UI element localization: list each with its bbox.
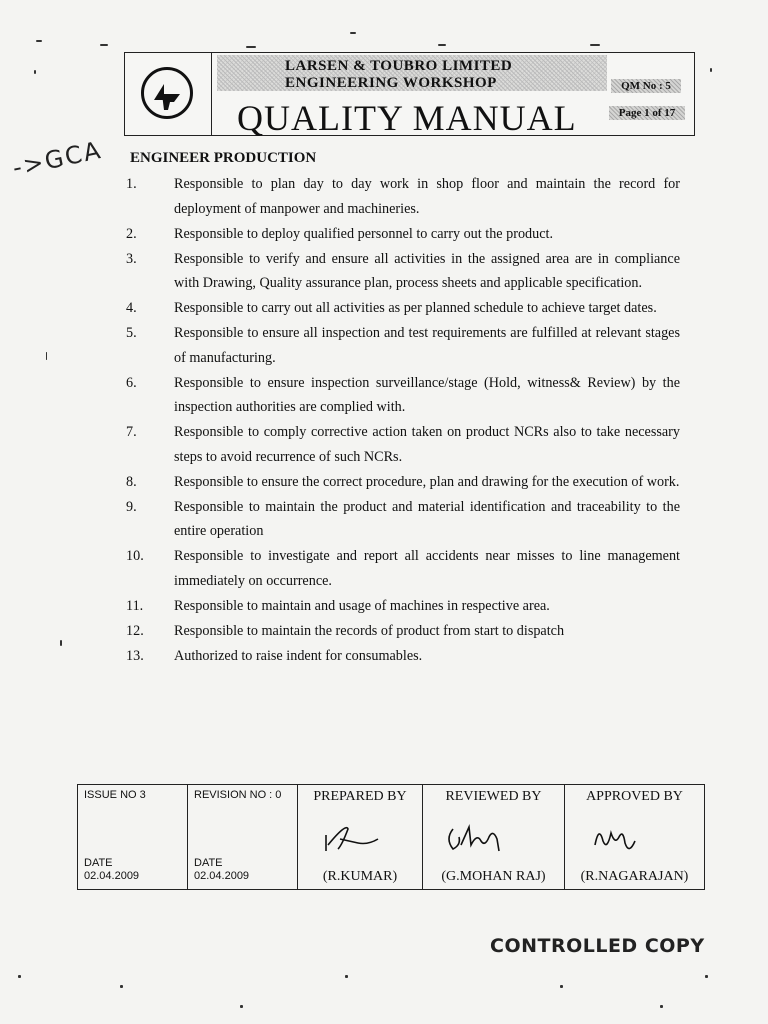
qm-number: QM No : 5 bbox=[611, 79, 681, 93]
item-number: 10. bbox=[126, 548, 144, 564]
item-number: 1. bbox=[126, 176, 137, 192]
list-item bbox=[120, 470, 680, 495]
item-text: Responsible to investigate and report all accidents near misses to line management immediately on occurrence. bbox=[174, 548, 680, 589]
item-text: Responsible to carry out all activities as per planned schedule to achieve target dates. bbox=[174, 300, 657, 316]
item-number: 2. bbox=[126, 225, 137, 242]
list-item bbox=[120, 495, 680, 544]
revision-cell bbox=[188, 785, 298, 890]
signature-icon bbox=[423, 815, 565, 859]
reviewed-by-cell bbox=[423, 785, 565, 890]
prepared-by-cell bbox=[298, 785, 423, 890]
controlled-copy-stamp: CONTROLLED COPY bbox=[490, 935, 705, 957]
list-item bbox=[120, 619, 680, 644]
list-item bbox=[120, 420, 680, 469]
issue-date: 02.04.2009 bbox=[84, 870, 140, 882]
item-text: Responsible to deploy qualified personnel to carry out the product. bbox=[174, 225, 554, 242]
list-item bbox=[120, 321, 680, 370]
revision-date: 02.04.2009 bbox=[194, 870, 250, 882]
item-number: 8. bbox=[126, 473, 137, 490]
item-text: Responsible to plan day to day work in shop floor and maintain the record for deployment of manpower and machineries. bbox=[174, 176, 680, 217]
responsibility-list bbox=[120, 172, 680, 669]
item-number: 6. bbox=[126, 374, 137, 391]
item-number: 11. bbox=[126, 597, 144, 614]
prepared-by-name: (R.KUMAR) bbox=[322, 869, 398, 884]
list-item bbox=[120, 247, 680, 296]
item-text: Responsible to verify and ensure all activities in the assigned area are in compliance with Drawing, Quality assurance plan, process sheets and applicable specification. bbox=[174, 250, 680, 291]
prepared-by-label: PREPARED BY bbox=[313, 789, 407, 804]
item-text: Authorized to raise indent for consumables. bbox=[174, 647, 423, 664]
company-name: LARSEN & TOUBRO LIMITED bbox=[285, 58, 513, 74]
list-item bbox=[120, 371, 680, 420]
logo-box bbox=[125, 53, 212, 135]
item-text: Responsible to maintain the records of product from start to dispatch bbox=[174, 622, 565, 639]
approval-table bbox=[77, 784, 705, 890]
page-number: Page 1 of 17 bbox=[609, 106, 685, 120]
item-number: 13. bbox=[126, 647, 144, 664]
list-item bbox=[120, 172, 680, 221]
item-number: 9. bbox=[126, 498, 137, 515]
list-item bbox=[120, 296, 680, 321]
list-item bbox=[120, 544, 680, 593]
lt-logo-icon bbox=[141, 67, 193, 119]
item-text: Responsible to comply corrective action taken on product NCRs also to take necessary steps to avoid recurrence of such NCRs. bbox=[174, 424, 680, 465]
item-text: Responsible to ensure inspection surveillance/stage (Hold, witness& Review) by the inspection authorities are complied with. bbox=[174, 374, 680, 415]
item-text: Responsible to ensure the correct procedure, plan and drawing for the execution of work. bbox=[174, 473, 680, 490]
list-item bbox=[120, 222, 680, 247]
reviewed-by-name: (G.MOHAN RAJ) bbox=[441, 869, 546, 884]
signature-icon bbox=[565, 815, 705, 859]
item-number: 4. bbox=[126, 300, 137, 316]
margin-note: ->GCA bbox=[10, 135, 105, 183]
document-header bbox=[124, 52, 695, 136]
revision-date-label: DATE bbox=[194, 857, 223, 869]
item-text: Responsible to maintain the product and material identification and traceability to the entire operation bbox=[174, 498, 680, 539]
department-name: ENGINEERING WORKSHOP bbox=[285, 75, 497, 91]
revision-number: REVISION NO : 0 bbox=[194, 789, 282, 801]
page-title: QUALITY MANUAL bbox=[237, 98, 577, 138]
approved-by-label: APPROVED BY bbox=[586, 789, 683, 804]
list-item bbox=[120, 644, 680, 669]
item-text: Responsible to maintain and usage of machines in respective area. bbox=[174, 597, 550, 614]
issue-cell bbox=[78, 785, 188, 890]
approved-by-name: (R.NAGARAJAN) bbox=[580, 869, 689, 884]
signature-icon bbox=[298, 815, 423, 859]
item-number: 12. bbox=[126, 622, 144, 639]
item-number: 3. bbox=[126, 250, 137, 267]
item-number: 5. bbox=[126, 325, 137, 341]
issue-number: ISSUE NO 3 bbox=[84, 789, 146, 801]
list-item bbox=[120, 594, 680, 619]
reviewed-by-label: REVIEWED BY bbox=[445, 789, 542, 804]
section-title: ENGINEER PRODUCTION bbox=[130, 150, 317, 166]
approved-by-cell bbox=[565, 785, 705, 890]
item-text: Responsible to ensure all inspection and test requirements are fulfilled at relevant stages of manufacturing. bbox=[174, 325, 680, 366]
issue-date-label: DATE bbox=[84, 857, 113, 869]
item-number: 7. bbox=[126, 424, 137, 440]
